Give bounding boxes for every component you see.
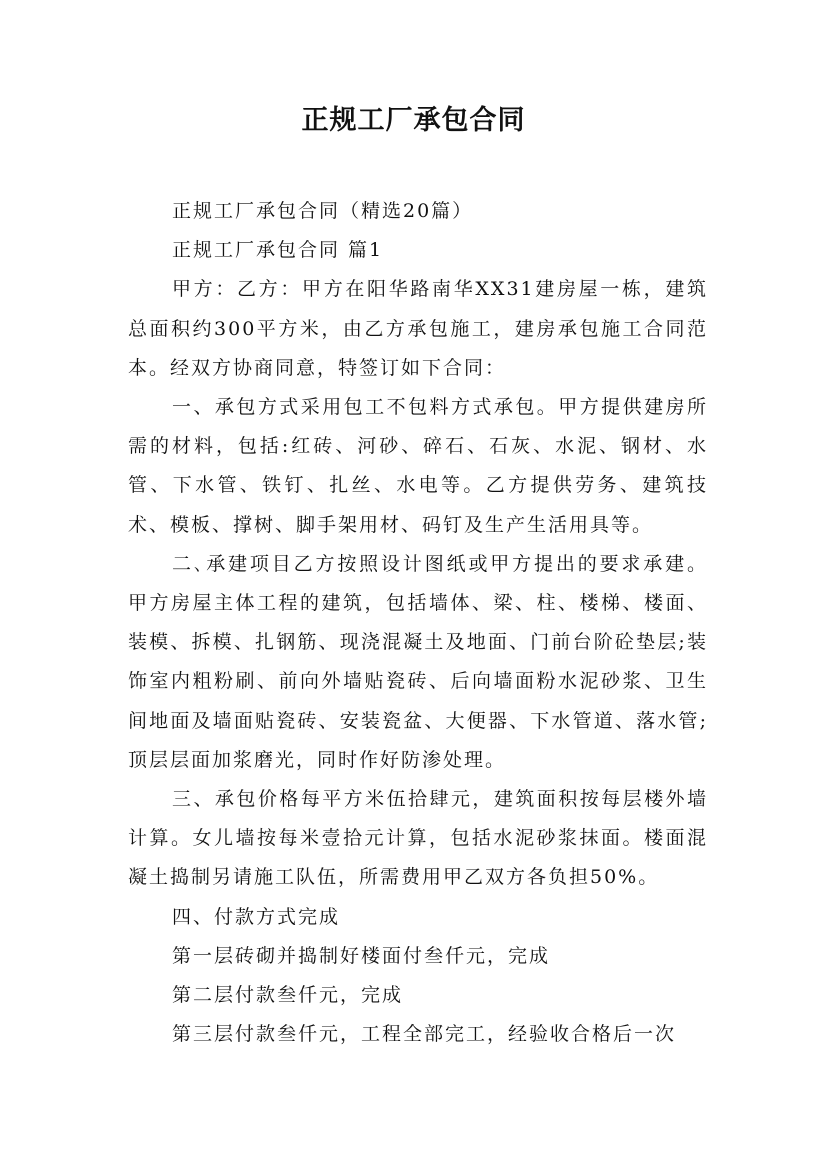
paragraph-payment-3: 第三层付款叁仟元，工程全部完工，经验收合格后一次 bbox=[172, 1023, 677, 1046]
paragraph-clause-2: 二､承建项目乙方按照设计图纸或甲方提出的要求承建。甲方房屋主体工程的建筑，包括墙体、梁、柱、楼梯、楼面、装模、拆模、扎钢筋、现浇混凝土及地面、门前台阶砼垫层;装饰室内粗粉刷、前向外墙贴瓷砖、后向墙面粉水泥砂浆、卫生间地面及墙面贴瓷砖、安装瓷盆、大便器、下水管道、落水管;顶层层面加浆磨光，同时作好防渗处理。 bbox=[128, 552, 708, 771]
paragraph-parties: 甲方：乙方：甲方在阳华路南华XX31建房屋一栋，建筑总面积约300平方米，由乙方承包施工，建房承包施工合同范本。经双方协商同意，特签订如下合同： bbox=[128, 278, 708, 379]
paragraph-subtitle: 正规工厂承包合同（精选20篇） bbox=[172, 200, 474, 222]
paragraph-clause-4: 四、付款方式完成 bbox=[172, 905, 341, 928]
paragraph-clause-3: 三、承包价格每平方米伍拾肆元，建筑面积按每层楼外墙计算。女儿墙按每米壹拾元计算，包括水泥砂浆抹面。楼面混凝土捣制另请施工队伍，所需费用甲乙双方各负担50%。 bbox=[128, 788, 708, 889]
paragraph-section-heading: 正规工厂承包合同 篇1 bbox=[172, 239, 384, 262]
paragraph-clause-1: 一、承包方式采用包工不包料方式承包。甲方提供建房所需的材料，包括:红砖、河砂、碎石、石灰、水泥、钢材、水管、下水管、铁钉、扎丝、水电等。乙方提供劳务、建筑技术、模板、撑树、脚手架用材、码钉及生产生活用具等。 bbox=[128, 396, 708, 536]
document-title: 正规工厂承包合同 bbox=[301, 105, 526, 136]
paragraph-payment-2: 第二层付款叁仟元，完成 bbox=[172, 984, 404, 1007]
document-body bbox=[128, 192, 708, 1054]
paragraph-payment-1: 第一层砖砌并捣制好楼面付叁仟元，完成 bbox=[172, 944, 551, 967]
